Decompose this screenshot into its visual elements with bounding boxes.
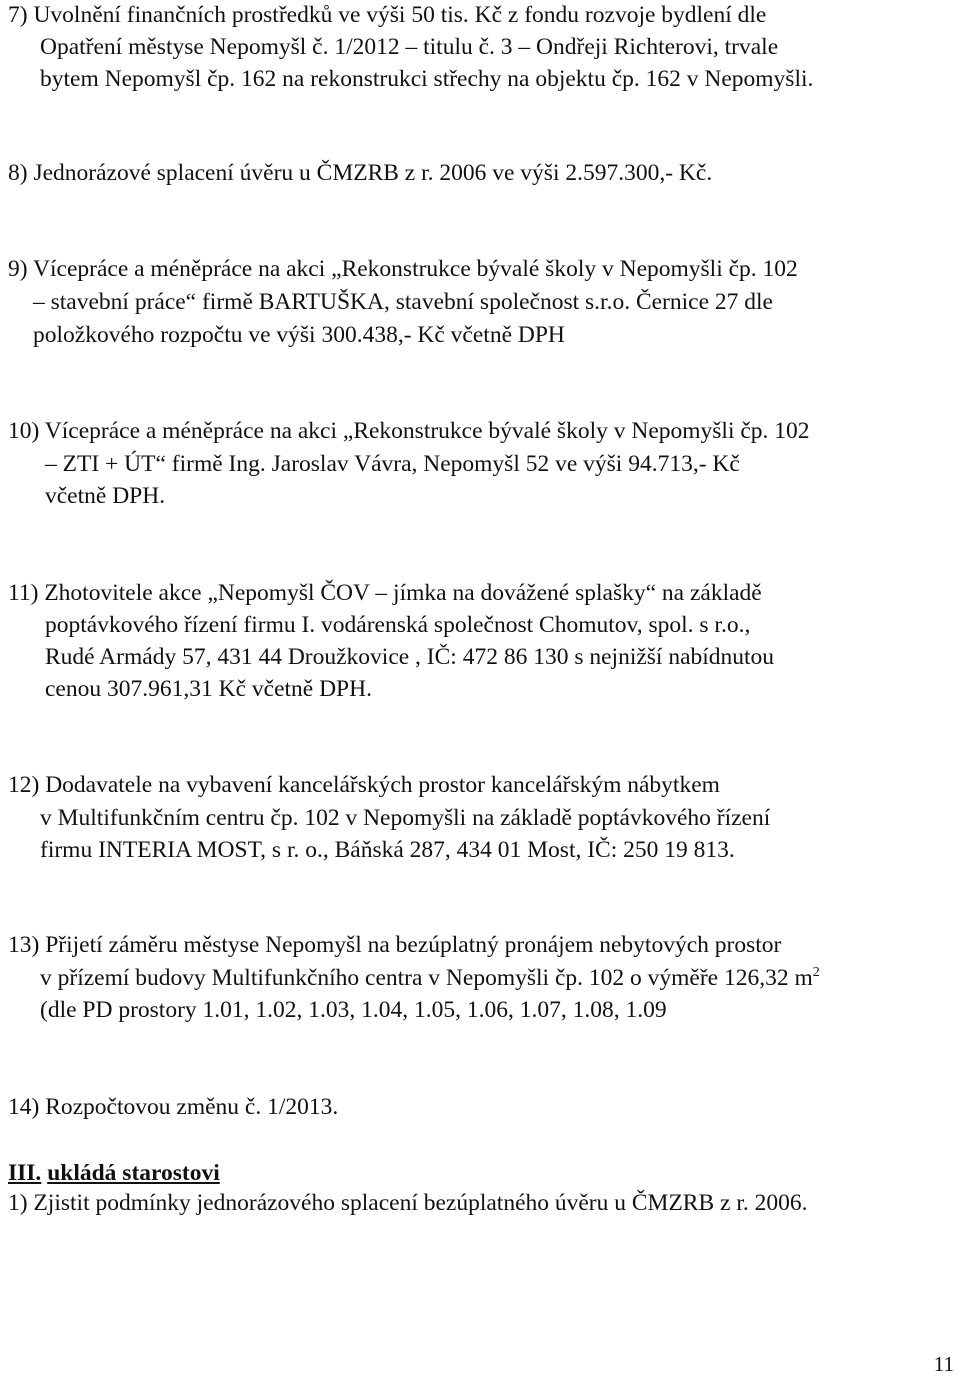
item-8-line-1: 8) Jednorázové splacení úvěru u ČMZRB z r. 2006 ve výši 2.597.300,- Kč. [8, 160, 713, 186]
section-roman-numeral: III. [8, 1160, 42, 1186]
item-14-line-1: 14) Rozpočtovou změnu č. 1/2013. [8, 1094, 339, 1120]
item-13-line-3: (dle PD prostory 1.01, 1.02, 1.03, 1.04, 1.05, 1.06, 1.07, 1.08, 1.09 [40, 997, 667, 1023]
superscript-2: 2 [812, 965, 820, 981]
item-13-line-2-text: v přízemí budovy Multifunkčního centra v Nepomyšli čp. 102 o výměře 126,32 m [40, 965, 813, 991]
section-item-1: 1) Zjistit podmínky jednorázového splacení bezúplatného úvěru u ČMZRB z r. 2006. [8, 1190, 808, 1216]
section-title: ukládá starostovi [47, 1160, 220, 1186]
item-9-line-3: položkového rozpočtu ve výši 300.438,- Kč včetně DPH [33, 322, 565, 348]
item-12-line-2: v Multifunkčním centru čp. 102 v Nepomyšli na základě poptávkového řízení [40, 805, 771, 831]
item-11-line-1: 11) Zhotovitele akce „Nepomyšl ČOV – jímka na dovážené splašky“ na základě [8, 580, 762, 606]
item-9-line-2: – stavební práce“ firmě BARTUŠKA, stavební společnost s.r.o. Černice 27 dle [33, 289, 773, 315]
item-9-line-1: 9) Vícepráce a méněpráce na akci „Rekonstrukce bývalé školy v Nepomyšli čp. 102 [8, 256, 798, 282]
item-13-line-1: 13) Přijetí záměru městyse Nepomyšl na bezúplatný pronájem nebytových prostor [8, 932, 782, 958]
section-heading [8, 1158, 220, 1188]
item-11-line-2: poptávkového řízení firmu I. vodárenská společnost Chomutov, spol. s r.o., [45, 612, 751, 638]
item-7-line-1: 7) Uvolnění finančních prostředků ve výši 50 tis. Kč z fondu rozvoje bydlení dle [8, 2, 767, 28]
item-12-line-1: 12) Dodavatele na vybavení kancelářských prostor kancelářským nábytkem [8, 772, 720, 798]
item-10-line-3: včetně DPH. [45, 483, 166, 509]
item-12-line-3: firmu INTERIA MOST, s r. o., Báňská 287, 434 01 Most, IČ: 250 19 813. [40, 837, 735, 863]
item-7-line-2: Opatření městyse Nepomyšl č. 1/2012 – titulu č. 3 – Ondřeji Richterovi, trvale [40, 34, 779, 60]
item-13-line-2 [40, 963, 820, 993]
item-11-line-4: cenou 307.961,31 Kč včetně DPH. [45, 676, 372, 702]
item-7-line-3: bytem Nepomyšl čp. 162 na rekonstrukci střechy na objektu čp. 162 v Nepomyšli. [40, 66, 814, 92]
item-10-line-1: 10) Vícepráce a méněpráce na akci „Rekonstrukce bývalé školy v Nepomyšli čp. 102 [8, 418, 810, 444]
page-number: 11 [933, 1352, 954, 1376]
item-10-line-2: – ZTI + ÚT“ firmě Ing. Jaroslav Vávra, Nepomyšl 52 ve výši 94.713,- Kč [45, 451, 740, 477]
item-11-line-3: Rudé Armády 57, 431 44 Droužkovice , IČ: 472 86 130 s nejnižší nabídnutou [45, 644, 775, 670]
